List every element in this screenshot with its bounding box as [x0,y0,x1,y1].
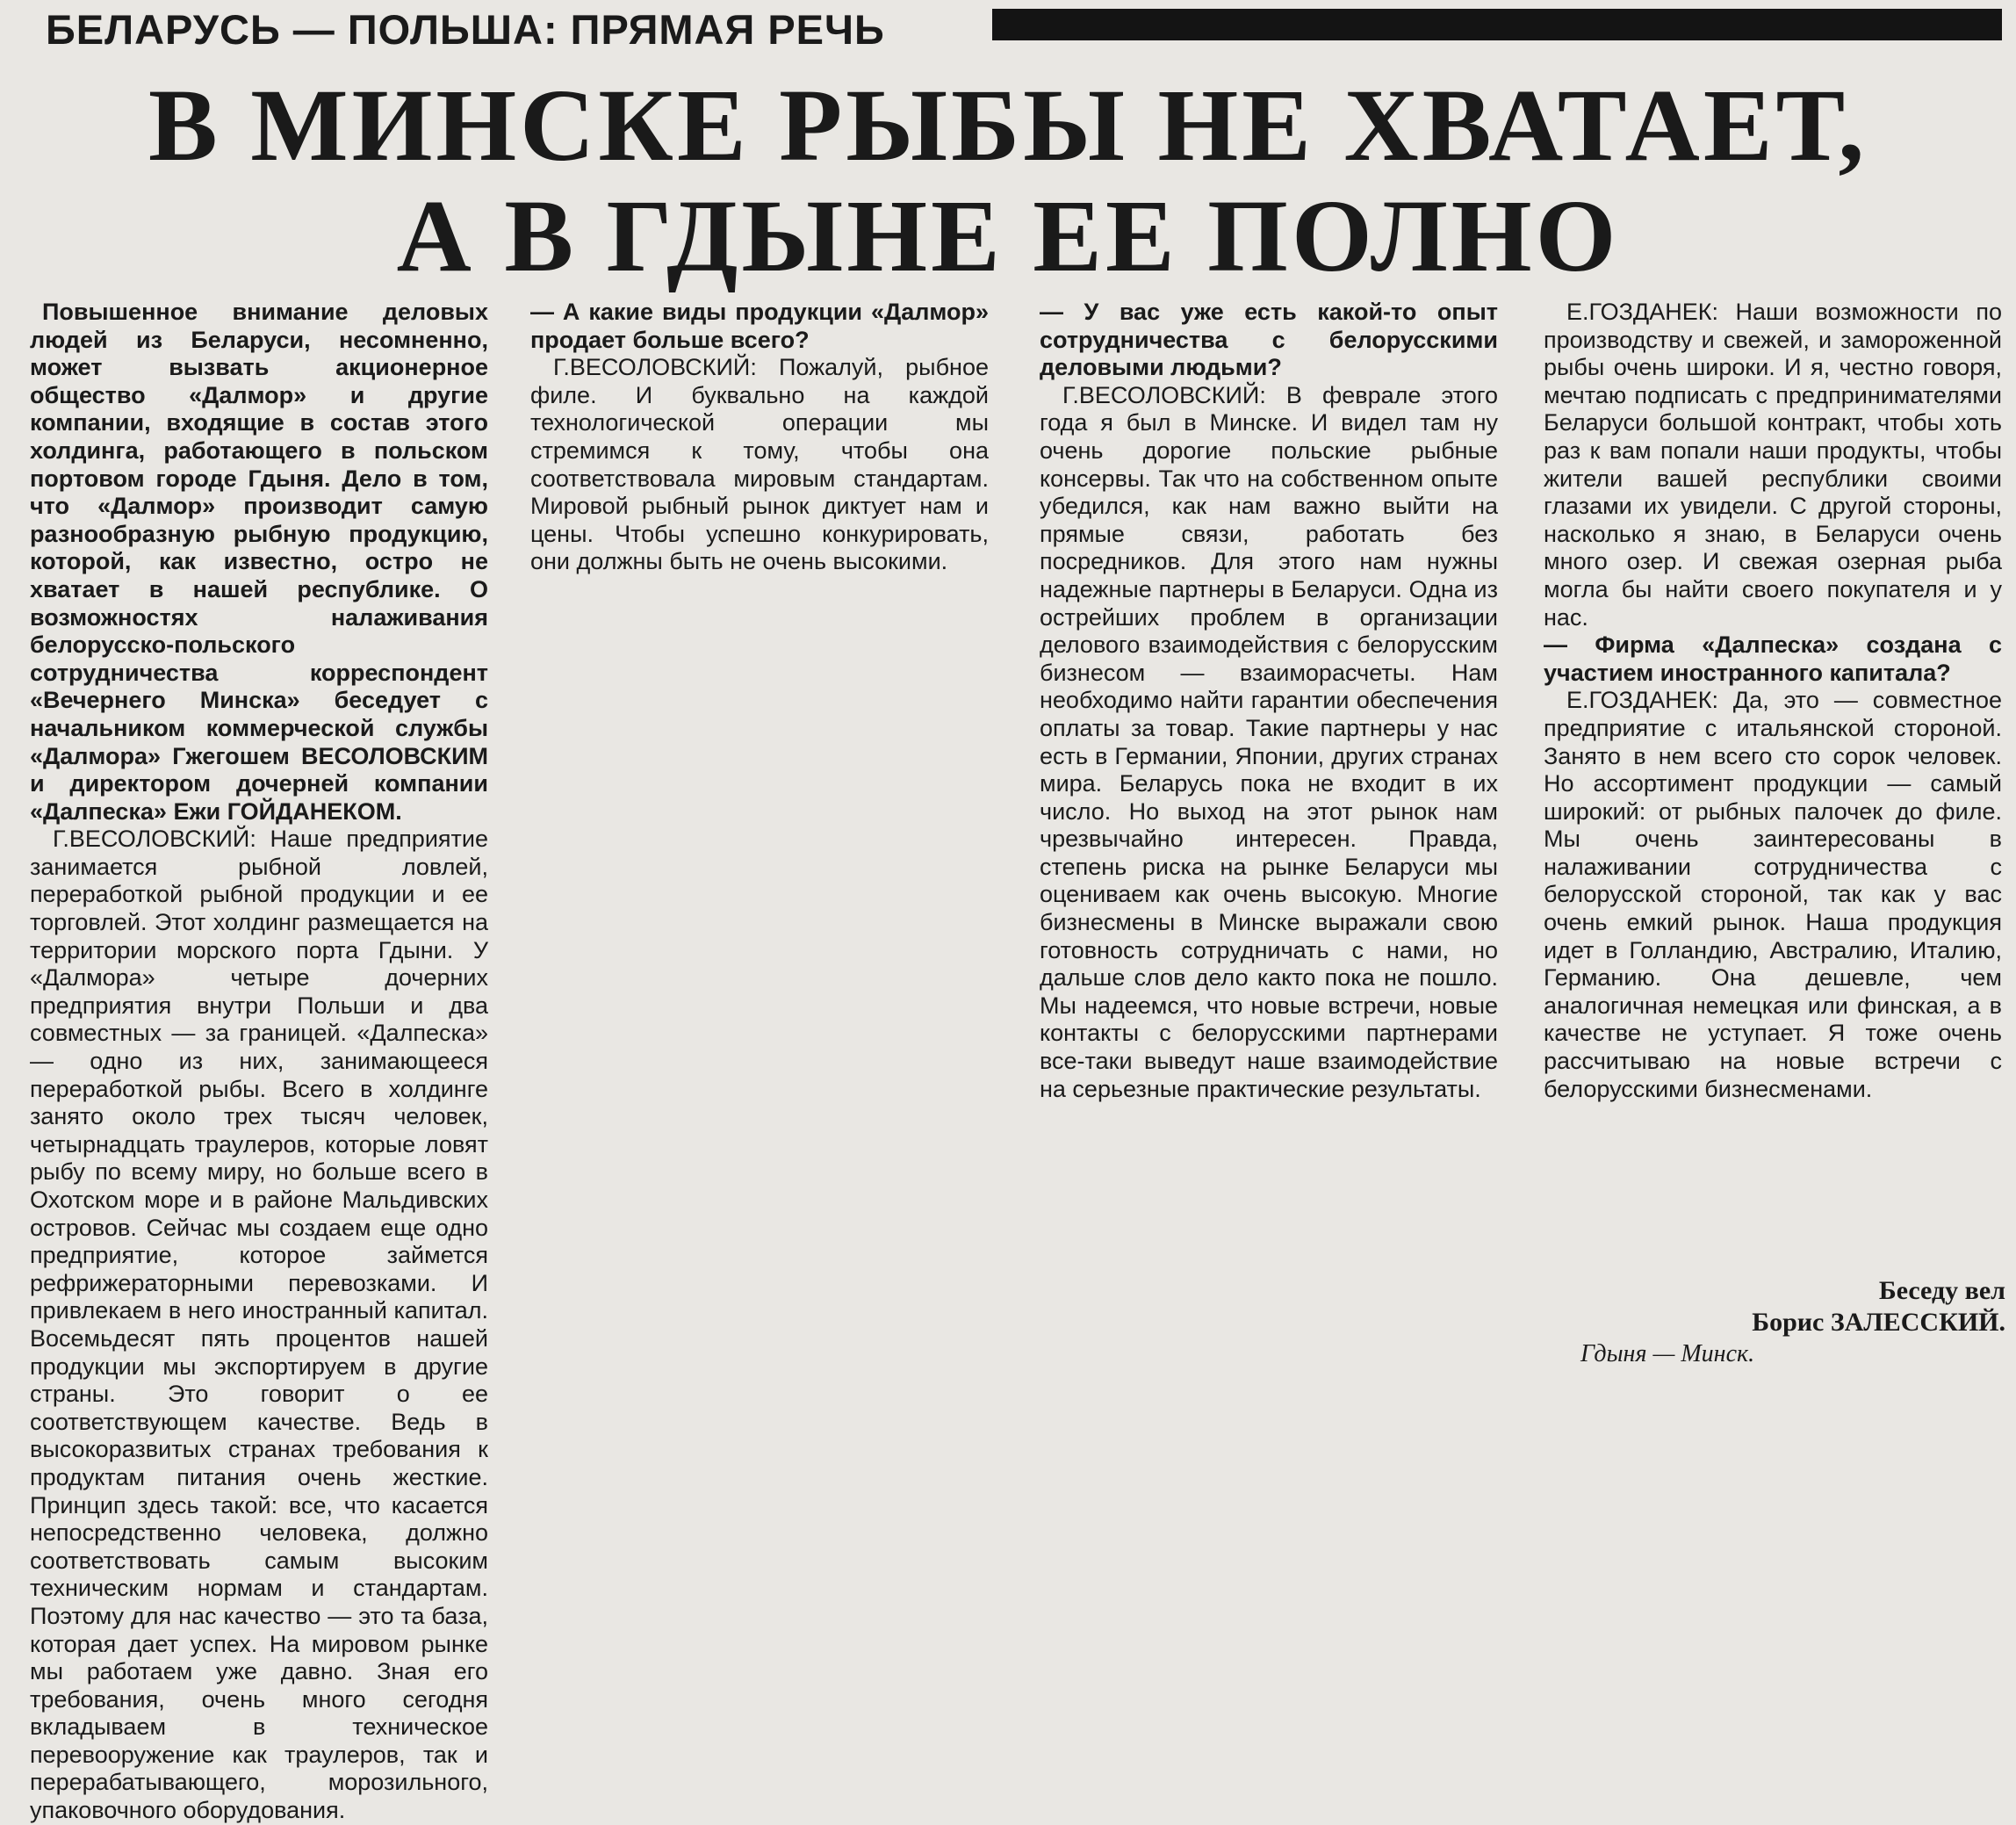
dateline-place: Гдыня — Минск. [1580,1340,1755,1367]
byline-author: Борис ЗАЛЕССКИЙ. [1752,1308,2005,1337]
byline [1752,1275,2005,1338]
headline-line-2: А В ГДЫНЕ ЕЕ ПОЛНО [396,178,1620,293]
headline-line-1: В МИНСКЕ РЫБЫ НЕ ХВАТАЕТ, [148,68,1868,183]
article-paragraph-1: Г.ВЕСОЛОВСКИЙ: Наше предприятие занимается рыбной ловлей, переработкой рыбной продукции и ее торговлей. Этот холдинг размещается на территории морского порта Гдыни. У «Далмора» четыре дочерних предприятия внутри Польши и два совместных — за границей. «Далпеска» — одно из них, занимающееся переработкой рыбы. Всего в холдинге занято около трех тысяч человек, четырнадцать траулеров, которые ловят рыбу по всему миру, но больше всего в Охотском море и в районе Мальдивских островов. Сейчас мы создаем еще одно предприятие, которое займется рефрижераторными перевозками. И привлекаем в него иностранный капитал. Восемьдесят пять процентов нашей продукции мы экспортируем в другие страны. Это говорит о ее соответствующем качестве. Ведь в высокоразвитых странах требования к продуктам питания очень жесткие. Принцип здесь такой: все, что касается непосредственно человека, должно соответствовать самым высоким техническим нормам и стандартам. Поэтому для нас качество — это та база, которая дает успех. На мировом рынке мы работаем уже давно. Зная его требования, очень много сегодня вкладываем в техническое перевооружение как траулеров, так и перерабатывающего, морозильного, упаковочного оборудования. [30,826,488,1824]
article-column-3 [1040,299,1498,1379]
article-paragraph-3: Г.ВЕСОЛОВСКИЙ: В феврале этого года я был в Минске. И видел там ну очень дорогие польские рыбные консервы. Так что на собственном опыте убедился, как нам важно выйти на прямые связи, работать без посредников. Для этого нам нужны надежные партнеры в Беларуси. Одна из острейших проблем в организации делового взаимодействия с белорусским бизнесом — взаиморасчеты. Нам необходимо найти гарантии обеспечения оплаты за товар. Такие партнеры у нас есть в Германии, Японии, других странах мира. Беларусь пока не входит в их число. Но выход на этот рынок нам чрезвычайно интересен. Правда, степень риска на рынке Беларуси мы оцениваем как очень высокую. Многие бизнесмены в Минске выражали свою готовность сотрудничать с нами, но дальше слов дело както пока не пошло. Мы надеемся, что новые встречи, новые контакты с белорусскими партнерами все-таки выведут наше взаимодействие на серьезные практические результаты. [1040,381,1498,1102]
article-column-1 [30,299,488,1824]
article-paragraph-2: Г.ВЕСОЛОВСКИЙ: Пожалуй, рыбное филе. И буквально на каждой технологической операции мы стремимся к тому, чтобы она соответствовала мировым стандартам. Мировой рыбный рынок диктует нам и цены. Чтобы успешно конкурировать, они должны быть не очень высокими. [530,354,989,575]
rubric-bar [992,9,2002,40]
article-paragraph-5: Е.ГОЗДАНЕК: Да, это — совместное предприятие с итальянской стороной. Занято в нем всего сто сорок человек. Но ассортимент продукции — самый широкий: от рыбных палочек до филе. Мы очень заинтересованы в налаживании сотрудничества с белорусской стороной, так как у вас очень емкий рынок. Наша продукция идет в Голландию, Австралию, Италию, Германию. Она дешевле, чем аналогичная немецкая или финская, а в качестве не уступает. Я тоже очень рассчитываю на новые встречи с белорусскими бизнесменами. [1544,687,2002,1102]
article-lead: Повышенное внимание деловых людей из Беларуси, несомненно, может вызвать акционерное общество «Далмор» и другие компании, входящие в состав этого холдинга, работающего в польском портовом городе Гдыня. Дело в том, что «Далмор» производит самую разнообразную рыбную продукцию, которой, как известно, остро не хватает в нашей республике. О возможностях налаживания белорусско-польского сотрудничества корреспондент «Вечернего Минска» беседует с начальником коммерческой службы «Далмора» Гжегошем ВЕСОЛОВСКИМ и директором дочерней компании «Далпеска» Ежи ГОЙДАНЕКОМ. [30,299,488,825]
article-column-4 [1544,299,2002,1379]
rubric-title: БЕЛАРУСЬ — ПОЛЬША: ПРЯМАЯ РЕЧЬ [46,6,885,53]
article-question-1: — А какие виды продукции «Далмор» продает больше всего? [530,299,989,353]
article-question-2: — У вас уже есть какой-то опыт сотрудничества с белорусскими деловыми людьми? [1040,299,1498,381]
article-paragraph-4: Е.ГОЗДАНЕК: Наши возможности по производству и свежей, и замороженной рыбы очень широки. И я, честно говоря, мечтаю подписать с предпринимателями Беларуси большой контракт, чтобы хоть раз к вам попали наши продукты, чтобы жители вашей республики своими глазами их увидели. С другой стороны, насколько я знаю, в Беларуси очень много озер. И свежая озерная рыба могла бы найти своего покупателя и у нас. [1544,299,2002,631]
article-column-2 [530,299,989,1379]
byline-label: Беседу вел [1878,1276,2005,1305]
article-question-3: — Фирма «Далпеска» создана с участием иностранного капитала? [1544,631,2002,686]
